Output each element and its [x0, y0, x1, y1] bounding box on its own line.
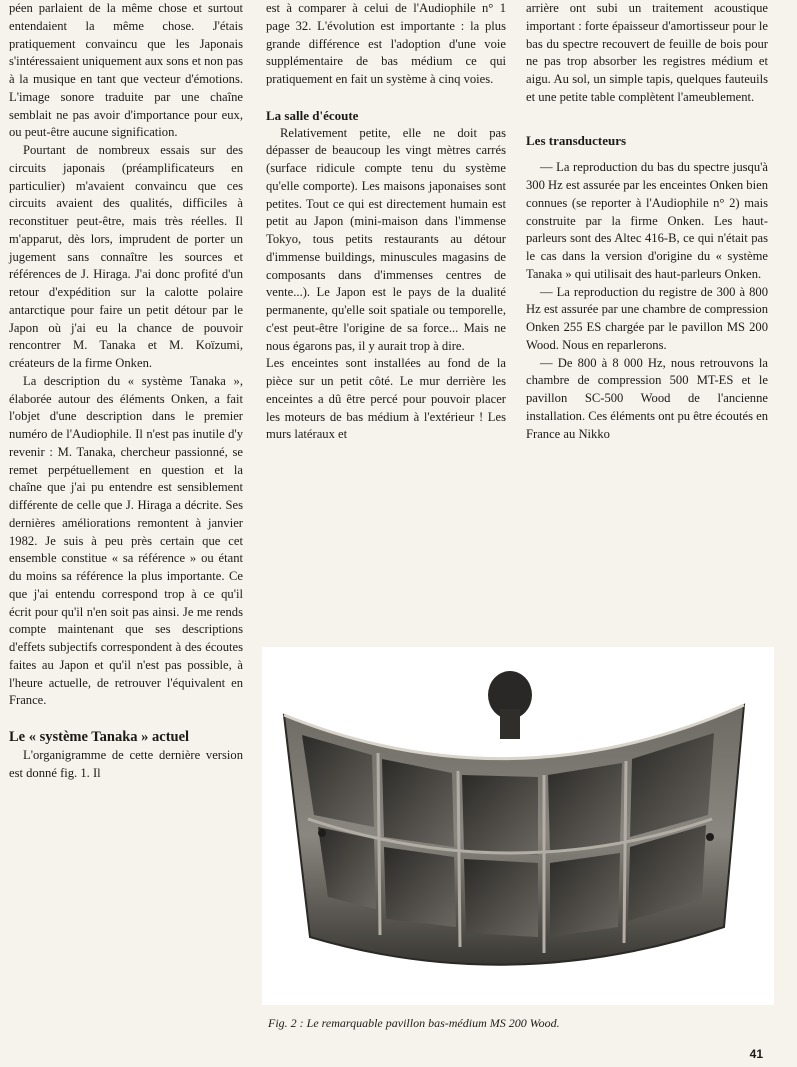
- horn-illustration: [262, 647, 774, 1005]
- text-column-2: [266, 0, 506, 444]
- paragraph: Les enceintes sont installées au fond de la pièce sur un petit côté. Le mur derrière les enceintes a dû être percé pour pouvoir placer les moteurs de bas médium à l'extérieur ! Les murs latéraux et: [266, 356, 506, 442]
- paragraph: L'organigramme de cette dernière version est donné fig. 1. Il: [9, 748, 243, 780]
- paragraph: — La reproduction du bas du spectre jusqu'à 300 Hz est assurée par les enceintes Onken bien connues (se reporter à l'Audiophile n° 2) mais construite par la firme Onken. Les haut-parleurs sont des Altec 416-B, ce qui n'était pas le cas dans la version d'origine du « système Tanaka » qui utilisait des haut-parleurs Onken.: [526, 160, 768, 281]
- spacer: [9, 710, 243, 728]
- text-column-3: [526, 0, 768, 443]
- section-heading: La salle d'écoute: [266, 107, 359, 123]
- spacer: [526, 107, 768, 132]
- paragraph: Relativement petite, elle ne doit pas dépasser de beaucoup les vingt mètres carrés (surface ridicule compte tenu du système qu'elle comporte). Les maisons japonaises sont petites. Tout ce qui est directement humain est petit au Japon (mini-maison dans l'immense Tokyo, tous petits restaurants au détour d'immense buildings, minuscules magasins de composants dans d'immenses centres de vente...). Le Japon est le pays de la dualité permanente, qu'elle soit spatiale ou temporelle, c'est peut-être l'origine de sa force... Mais ne nous égarons pas, il y aurait trop à dire.: [266, 125, 506, 353]
- paragraph: — La reproduction du registre de 300 à 800 Hz est assurée par une chambre de compression Onken 255 ES chargée par le pavillon MS 200 Wood. Nous en reparlerons.: [526, 284, 768, 352]
- page-number: 41: [749, 1047, 763, 1061]
- paragraph: péen parlaient de la même chose et surtout entendaient la même chose. J'étais pratiquement convaincu que les Japonais s'intéressaient uniquement aux sons et non pas à la musique en tant que vecteur d'émotions. L'image sonore traduite par une chaîne semblait ne pas avoir d'importance pour eux, ou peut-être aucune signification.: [9, 1, 243, 140]
- paragraph: — De 800 à 8 000 Hz, nous retrouvons la chambre de compression 500 MT-ES et le pavillon SC-500 Wood de l'ancienne installation. Ces éléments ont pu être écoutés en France au Nikko: [526, 355, 769, 441]
- paragraph: est à comparer à celui de l'Audiophile n° 1 page 32. L'évolution est importante : la plus grande différence est l'adoption d'une voie supplémentaire de bas médium ce qui pratiquement en fait un système à cinq voies.: [266, 1, 506, 86]
- paragraph: arrière ont subi un traitement acoustique important : forte épaisseur d'amortisseur pour le bas du spectre recouvert de feuille de bois pour ne pas trop absorber les registres médium et aigu. Au sol, un simple tapis, quelques fauteuils et une petite table complètent l'ameublement.: [526, 1, 768, 104]
- spacer: [526, 149, 768, 159]
- horn-photo: [262, 647, 774, 1005]
- text-column-1: [9, 0, 243, 783]
- section-heading: Le « système Tanaka » actuel: [9, 729, 190, 745]
- figure-caption: Fig. 2 : Le remarquable pavillon bas-médium MS 200 Wood.: [268, 1016, 560, 1030]
- paragraph: Pourtant de nombreux essais sur des circuits japonais (préamplificateurs en particulier) m'avaient convaincu que ces circuits avaient des qualités, difficiles à reconstituer peut-être, mais très réelles. Il m'apparut, dès lors, imprudent de porter un jugement sans connaître les sources et références de J. Hiraga. J'ai donc profité d'un retour d'expédition sur la calotte polaire antarctique pour faire un petit détour par le Japon où j'ai eu la chance de pouvoir rencontrer M. Tanaka et M. Koïzumi, créateurs de la firme Onken.: [9, 143, 243, 370]
- section-heading: Les transducteurs: [526, 132, 627, 148]
- spacer: [266, 89, 506, 107]
- paragraph: La description du « système Tanaka », élaborée autour des éléments Onken, a fait l'objet d'une description dans le premier numéro de l'Audiophile. Il n'est pas inutile d'y revenir : M. Tanaka, chercheur passionné, se remet perpétuellement en question et la chaîne que j'ai pu entendre est sensiblement différente de celle que J. Hiraga a décrite. Ses dernières améliorations remontent à janvier 1982. Je suis à peu près certain que cet ensemble constitue « sa référence » ou étant du moins sa référence la plus importante. Ce que j'ai entendu correspond trop à ce qu'il écrit pour qu'il n'en soit pas ainsi. Je me rends compte maintenant que ses descriptions d'effets subjectifs correspondent à des écoutes faites au Japon et qu'il n'est pas possible, à l'heure actuelle, de retrouver l'équivalent en France.: [9, 373, 243, 708]
